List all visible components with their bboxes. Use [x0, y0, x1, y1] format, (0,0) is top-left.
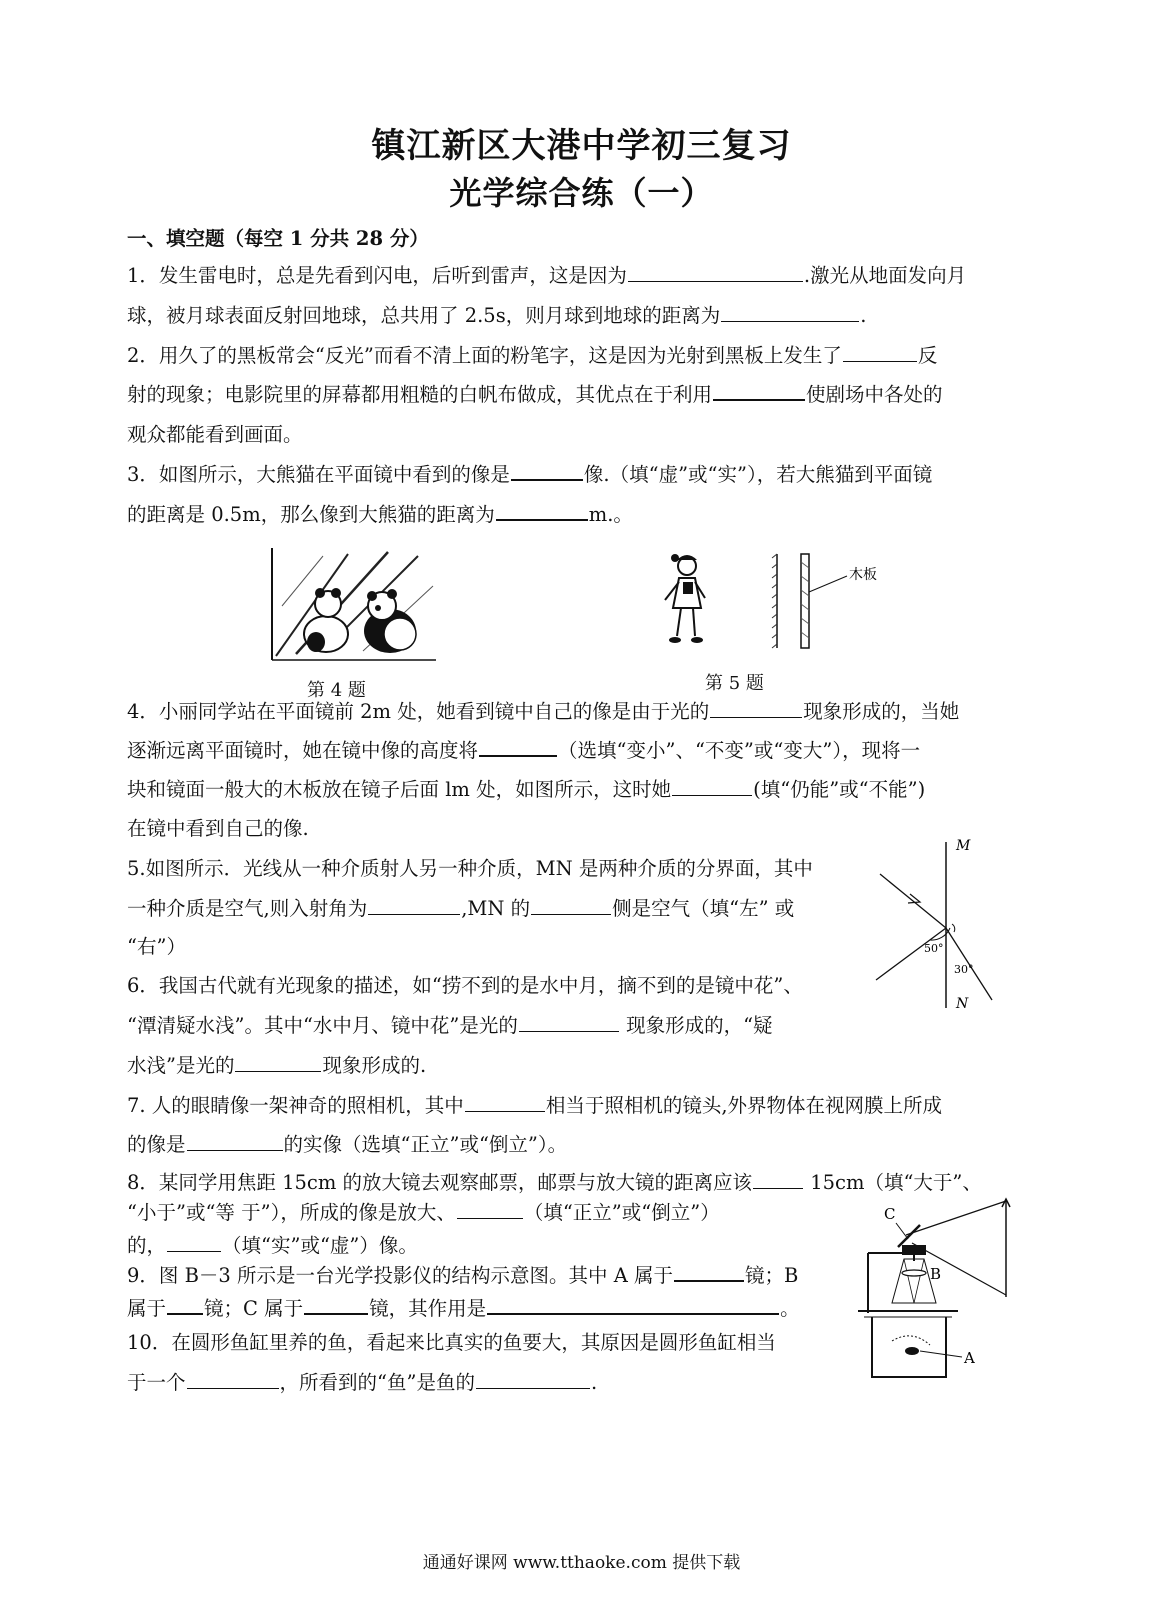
q10-text-d: .	[590, 1371, 598, 1394]
q9-blank-2[interactable]	[167, 1312, 203, 1315]
question-4-line-2	[127, 741, 920, 761]
figure-4-caption: 第 4 题	[307, 680, 366, 701]
question-4-line-3	[127, 780, 925, 800]
question-9-line-2	[127, 1299, 800, 1319]
q1-text-b: .激光从地面发向月	[803, 264, 967, 287]
board-label: 木板	[849, 567, 877, 583]
q9-blank-1[interactable]	[674, 1279, 744, 1282]
question-6-line-1: 6．我国古代就有光现象的描述，如“捞不到的是水中月，摘不到的是镜中花”、	[127, 974, 803, 997]
q3-blank-2[interactable]	[496, 518, 588, 521]
q2-text-b: 反	[917, 344, 938, 367]
q8-text-c: “小于”或“等 于”），所成的像是放大、	[127, 1201, 456, 1224]
question-4-line-4: 在镜中看到自己的像.	[127, 817, 309, 840]
q6-text-e: 现象形成的.	[322, 1054, 427, 1077]
q8-text-a: 8．某同学用焦距 15cm 的放大镜去观察邮票，邮票与放大镜的距离应该	[127, 1171, 753, 1194]
q10-text-c: ，所看到的“鱼”是鱼的	[279, 1371, 475, 1394]
q5-text-b: 一种介质是空气,则入射角为	[127, 897, 368, 920]
question-6-line-3	[127, 1056, 426, 1076]
q7-text-d: 的实像（选填“正立”或“倒立”）。	[283, 1133, 568, 1156]
question-2-line-2	[127, 385, 943, 405]
question-4-line-1	[127, 702, 959, 722]
q3-blank-1[interactable]	[511, 478, 583, 481]
question-5-line-2	[127, 899, 794, 919]
q1-text-d: .	[860, 304, 867, 327]
q5-blank-2[interactable]	[531, 913, 611, 915]
refraction-figure	[868, 828, 1018, 1013]
q2-text-d: 使剧场中各处的	[806, 383, 943, 406]
q1-text-a: 1．发生雷电时，总是先看到闪电，后听到雷声，这是因为	[127, 264, 627, 287]
q8-text-f: （填“实”或“虚”）像。	[222, 1234, 418, 1257]
q9-text-f: 。	[780, 1297, 800, 1320]
q2-text-a: 2．用久了的黑板常会“反光”而看不清上面的粉笔字，这是因为光射到黑板上发生了	[127, 344, 842, 367]
q9-text-c: 属于	[127, 1297, 167, 1320]
question-10-line-1: 10．在圆形鱼缸里养的鱼，看起来比真实的鱼要大，其原因是圆形鱼缸相当	[127, 1331, 776, 1354]
angle-50: 50°	[924, 942, 944, 955]
q9-text-e: 镜，其作用是	[369, 1297, 487, 1320]
q1-blank-1[interactable]	[628, 280, 803, 282]
label-c: C	[884, 1205, 896, 1223]
label-n: N	[956, 996, 969, 1012]
q7-blank-2[interactable]	[187, 1149, 283, 1151]
q1-blank-2[interactable]	[721, 320, 859, 322]
q2-blank-1[interactable]	[843, 360, 917, 362]
q7-text-a: 7. 人的眼睛像一架神奇的照相机，其中	[127, 1094, 464, 1117]
q5-blank-1[interactable]	[368, 913, 460, 915]
question-2-line-1	[127, 346, 937, 366]
question-1-line-1	[127, 266, 966, 286]
figure-5-caption: 第 5 题	[705, 673, 764, 694]
q10-blank-1[interactable]	[187, 1387, 279, 1389]
q4-text-f: (填“仍能”或“不能”)	[753, 778, 926, 801]
q4-text-c: 逐渐远离平面镜时，她在镜中像的高度将	[127, 739, 479, 762]
page-subtitle: 光学综合练（一）	[449, 174, 714, 212]
q3-text-a: 3．如图所示，大熊猫在平面镜中看到的像是	[127, 463, 510, 486]
q9-text-d: 镜；C 属于	[204, 1297, 304, 1320]
q9-blank-3[interactable]	[304, 1312, 368, 1315]
q8-text-b: 15cm（填“大于”、	[804, 1171, 982, 1194]
q2-text-c: 射的现象；电影院里的屏幕都用粗糙的白帆布做成，其优点在于利用	[127, 383, 713, 406]
section-heading: 一、填空题（每空 1 分共 28 分）	[127, 227, 429, 250]
q9-blank-4[interactable]	[487, 1312, 779, 1315]
q8-blank-1[interactable]	[753, 1187, 803, 1189]
label-b: B	[930, 1265, 942, 1283]
q5-text-c: ,MN 的	[461, 897, 531, 920]
question-3-line-1	[127, 465, 932, 485]
q10-blank-2[interactable]	[476, 1387, 590, 1389]
q6-text-b: “潭清疑水浅”。其中“水中月、镜中花”是光的	[127, 1014, 518, 1037]
q9-text-a: 9．图 B－3 所示是一台光学投影仪的结构示意图。其中 A 属于	[127, 1264, 674, 1287]
question-1-line-2	[127, 306, 866, 326]
angle-30: 30°	[954, 963, 974, 976]
question-3-line-2	[127, 505, 633, 525]
q2-blank-2[interactable]	[713, 398, 805, 401]
question-2-line-3: 观众都能看到画面。	[127, 423, 303, 446]
q8-blank-3[interactable]	[167, 1250, 221, 1252]
page-title: 镇江新区大港中学初三复习	[371, 126, 792, 166]
q6-blank-1[interactable]	[519, 1030, 619, 1032]
q5-text-d: 侧是空气（填“左” 或	[612, 897, 795, 920]
q4-text-e: 块和镜面一般大的木板放在镜子后面 lm 处，如图所示，这时她	[127, 778, 672, 801]
q8-text-e: 的，	[127, 1234, 167, 1257]
q4-text-d: （选填“变小”、“不变”或“变大”），现将一	[558, 739, 921, 762]
q6-text-d: 水浅”是光的	[127, 1054, 235, 1077]
q3-text-b: 像.（填“虚”或“实”），若大熊猫到平面镜	[583, 463, 933, 486]
q7-blank-1[interactable]	[465, 1110, 545, 1112]
q4-text-a: 4．小丽同学站在平面镜前 2m 处，她看到镜中自己的像是由于光的	[127, 700, 710, 723]
label-m: M	[956, 838, 971, 854]
q6-blank-2[interactable]	[235, 1070, 321, 1072]
question-8-line-1	[127, 1173, 982, 1193]
q8-blank-2[interactable]	[457, 1217, 523, 1219]
question-5-line-1: 5.如图所示．光线从一种介质射人另一种介质，MN 是两种介质的分界面，其中	[127, 857, 813, 880]
q9-text-b: 镜；B	[745, 1264, 799, 1287]
q3-text-c: 的距离是 0.5m，那么像到大熊猫的距离为	[127, 503, 495, 526]
girl-mirror-board-figure	[655, 548, 895, 668]
question-8-line-2	[127, 1203, 720, 1223]
q8-text-d: （填“正立”或“倒立”）	[523, 1201, 720, 1224]
q4-blank-2[interactable]	[479, 754, 557, 757]
question-8-line-3	[127, 1236, 418, 1256]
q10-text-b: 于一个	[127, 1371, 186, 1394]
q4-blank-1[interactable]	[710, 716, 802, 718]
q4-blank-3[interactable]	[672, 794, 752, 796]
question-7-line-2	[127, 1135, 567, 1155]
question-6-line-2	[127, 1016, 773, 1036]
q3-text-d: m.。	[588, 503, 633, 526]
q4-text-b: 现象形成的，当她	[803, 700, 960, 723]
label-a: A	[964, 1349, 975, 1367]
question-9-line-1	[127, 1266, 798, 1286]
page-footer: 通通好课网 www.tthaoke.com 提供下载	[422, 1553, 741, 1573]
q1-text-c: 球，被月球表面反射回地球，总共用了 2.5s，则月球到地球的距离为	[127, 304, 721, 327]
question-7-line-1	[127, 1096, 942, 1116]
question-5-line-3: “右”）	[127, 935, 186, 958]
q7-text-c: 的像是	[127, 1133, 186, 1156]
q6-text-c: 现象形成的，“疑	[619, 1014, 773, 1037]
panda-mirror-figure	[268, 546, 440, 664]
projector-figure	[850, 1195, 1030, 1390]
question-10-line-2	[127, 1373, 597, 1393]
q7-text-b: 相当于照相机的镜头,外界物体在视网膜上所成	[545, 1094, 943, 1117]
